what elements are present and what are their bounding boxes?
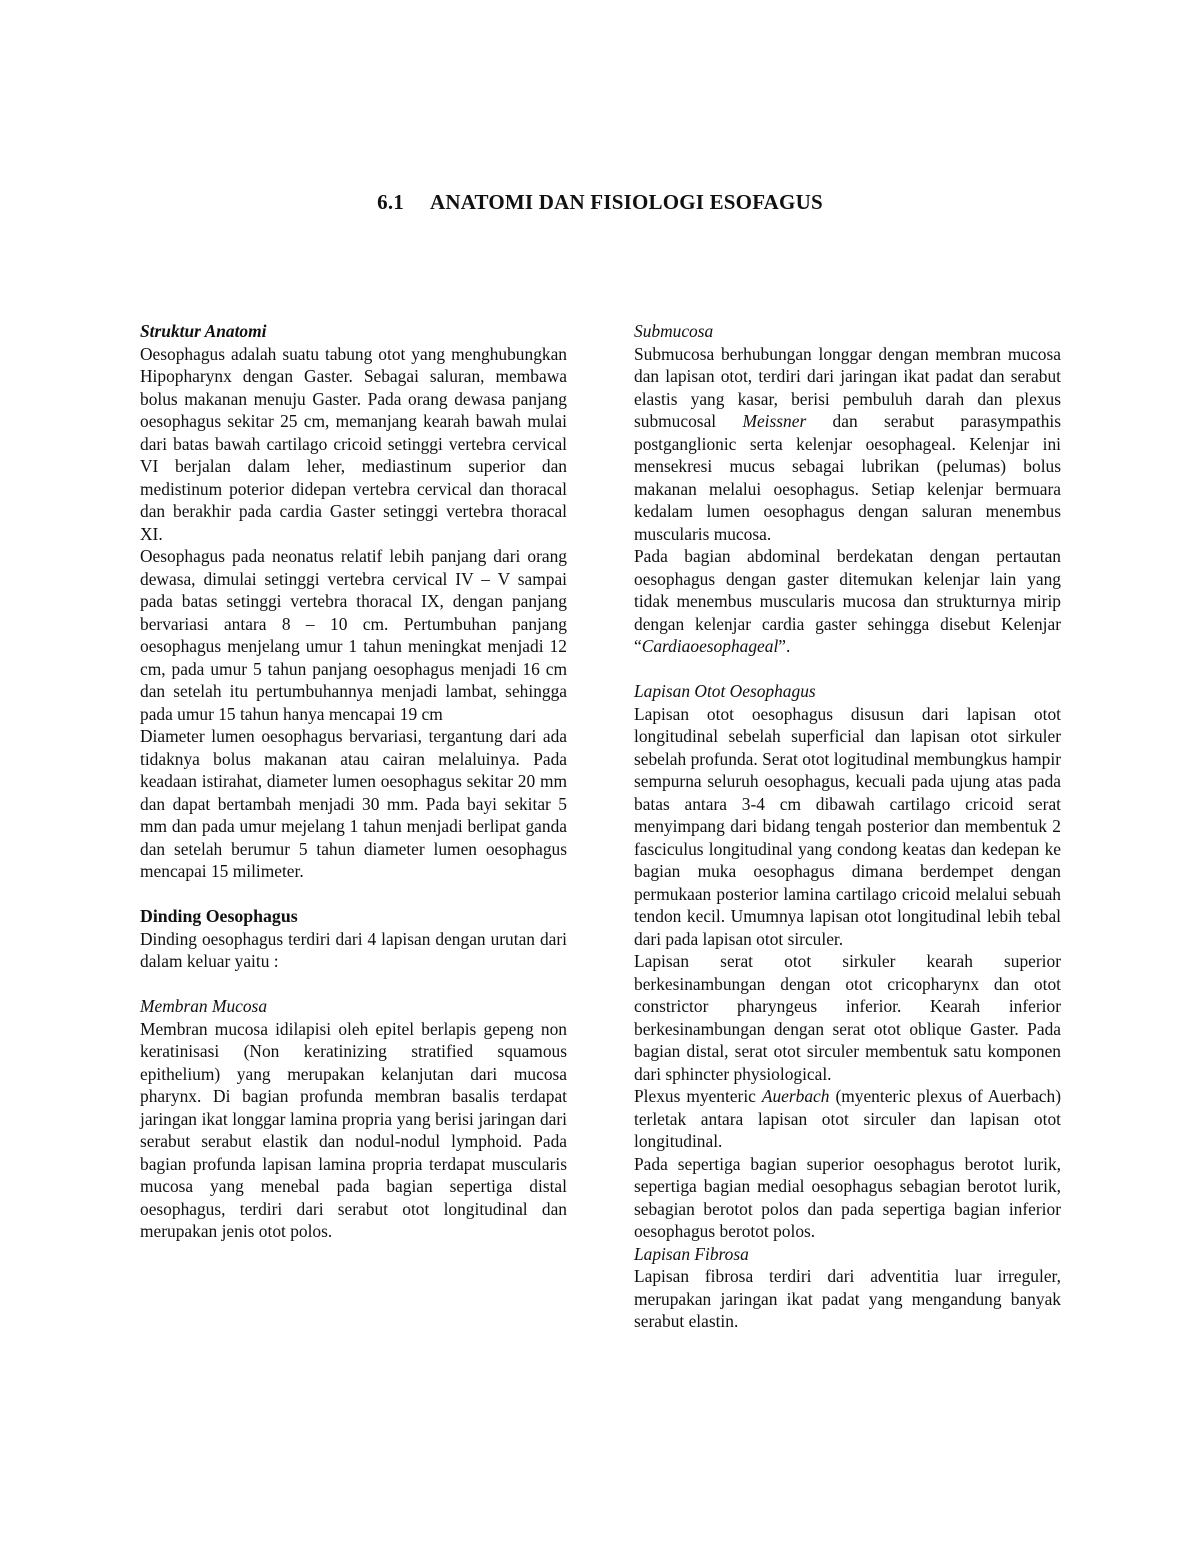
paragraph: Oesophagus pada neonatus relatif lebih panjang dari orang dewasa, dimulai setinggi vertebra cervical IV – V sampai pada batas setinggi vertebra thoracal IX, dengan panjang bervariasi antara 8 – 10 cm. Pertumbuhan panjang oesophagus menjelang umur 1 tahun meningkat menjadi 12 cm, pada umur 5 tahun panjang oesophagus menjadi 16 cm dan setelah itu pertumbuhannya menjadi lambat, sehingga pada umur 15 tahun hanya mencapai 19 cm <box>140 546 567 724</box>
section-heading-struktur: Struktur Anatomi <box>140 321 267 341</box>
subsection-heading-mucosa: Membran Mucosa <box>140 996 268 1016</box>
title-text: ANATOMI DAN FISIOLOGI ESOFAGUS <box>430 190 823 214</box>
subsection-heading-submucosa: Submucosa <box>634 321 714 341</box>
paragraph: Oesophagus adalah suatu tabung otot yang menghubungkan Hipopharynx dengan Gaster. Sebagai saluran, membawa bolus makanan menuju Gaster. Pada orang dewasa panjang oesophagus sekitar 25 cm, memanjang kearah bawah mulai dari batas bawah cartilago cricoid setinggi vertebra cervical VI berjalan dalam leher, mediastinum superior dan medistinum poterior didepan vertebra cervical dan thoracal dan berakhir pada cardia Gaster setinggi vertebra thoracal XI. <box>140 343 567 544</box>
text-run: Pada bagian abdominal berdekatan dengan pertautan oesophagus dengan gaster ditemukan kelenjar lain yang tidak menembus muscularis mucosa dan strukturnya mirip dengan kelenjar cardia gaster sehingga disebut Kelenjar “ <box>634 546 1061 656</box>
paragraph: Lapisan otot oesophagus disusun dari lapisan otot longitudinal sebelah superficial dan lapisan otot sirkuler sebelah profunda. Serat otot logitudinal membungkus hampir sempurna seluruh oesophagus, kecuali pada ujung atas pada batas antara 3-4 cm dibawah cartilago cricoid serat menyimpang dari bidang tengah posterior dan membentuk 2 fasciculus longitudinal yang condong keatas dan kedepan ke bagian muka oesophagus dimana berdempet dengan permukaan posterior lamina cartilago cricoid melalui sebuah tendon kecil. Umumnya lapisan otot longitudinal lebih tebal dari pada lapisan otot sirculer. <box>634 703 1061 949</box>
title-number: 6.1 <box>377 190 405 214</box>
subsection-heading-otot: Lapisan Otot Oesophagus <box>634 681 816 701</box>
text-run: Plexus myenteric <box>634 1086 762 1106</box>
paragraph: Pada sepertiga bagian superior oesophagus berotot lurik, sepertiga bagian medial oesophagus sebagian berotot lurik, sebagian berotot polos dan pada sepertiga bagian inferior oesophagus berotot polos. <box>634 1153 1061 1241</box>
section-heading-dinding: Dinding Oesophagus <box>140 906 298 926</box>
text-run: ”. <box>778 636 791 656</box>
spacer <box>634 658 1061 681</box>
paragraph <box>634 545 1061 658</box>
text-run: dan serabut parasympathis postganglionic serta kelenjar oesophageal. Kelenjar ini mensekresi mucus sebagai lubrikan (pelumas) bolus makanan melalui oesophagus. Setiap kelenjar bermuara kedalam lumen oesophagus dengan saluran menembus muscularis mucosa. <box>634 411 1061 544</box>
right-column <box>634 320 1061 1333</box>
paragraph: Lapisan fibrosa terdiri dari adventitia luar irreguler, merupakan jaringan ikat padat yang mengandung banyak serabut elastin. <box>634 1266 1061 1331</box>
paragraph: Dinding oesophagus terdiri dari 4 lapisan dengan urutan dari dalam keluar yaitu : <box>140 928 567 971</box>
subsection-heading-fibrosa: Lapisan Fibrosa <box>634 1243 749 1264</box>
emphasis-text: Meissner <box>742 411 807 431</box>
emphasis-text: Auerbach <box>761 1086 830 1106</box>
spacer <box>140 973 567 996</box>
paragraph <box>634 1085 1061 1153</box>
emphasis-text: Cardiaoesophageal <box>641 636 779 656</box>
text-run: (myenteric plexus of Auerbach) terletak antara lapisan otot sirculer dan lapisan otot longitudinal. <box>634 1086 1061 1151</box>
text-run: Submucosa berhubungan longgar dengan membran mucosa dan lapisan otot, terdiri dari jaringan ikat padat dan serabut elastis yang kasar, berisi pembuluh darah dan plexus submucosal <box>634 343 1061 431</box>
spacer <box>140 883 567 906</box>
page-title <box>0 190 1200 215</box>
paragraph: Lapisan serat otot sirkuler kearah superior berkesinambungan dengan otot cricopharynx dan otot constrictor pharyngeus inferior. Kearah inferior berkesinambungan dengan serat otot oblique Gaster. Pada bagian distal, serat otot sirculer membentuk satu komponen dari sphincter physiological. <box>634 951 1061 1084</box>
paragraph: Membran mucosa idilapisi oleh epitel berlapis gepeng non keratinisasi (Non keratinizing stratified squamous epithelium) yang merupakan kelanjutan dari mucosa pharynx. Di bagian profunda membran basalis terdapat jaringan ikat longgar lamina propria yang berisi jaringan dari serabut serabut elastik dan nodul-nodul lymphoid. Pada bagian profunda lapisan lamina propria terdapat muscularis mucosa yang menebal pada bagian sepertiga distal oesophagus, terdiri dari serabut otot longitudinal dan merupakan jenis otot polos. <box>140 1018 567 1241</box>
left-column <box>140 320 567 1243</box>
paragraph: Diameter lumen oesophagus bervariasi, tergantung dari ada tidaknya bolus makanan atau cairan melaluinya. Pada keadaan istirahat, diameter lumen oesophagus sekitar 20 mm dan dapat bertambah menjadi 30 mm. Pada bayi sekitar 5 mm dan pada umur mejelang 1 tahun menjadi berlipat ganda dan setelah berumur 5 tahun diameter lumen oesophagus mencapai 15 milimeter. <box>140 726 567 881</box>
paragraph <box>634 343 1061 546</box>
